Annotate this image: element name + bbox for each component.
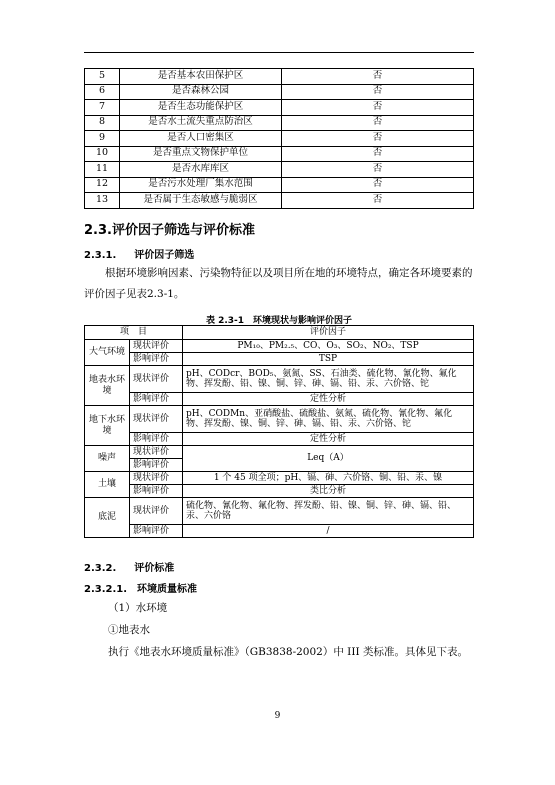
table-row: [85, 525, 474, 538]
section-title: 评价因子筛选: [134, 250, 195, 261]
table-row: [85, 472, 474, 485]
row-item: 是否水库库区: [120, 162, 282, 178]
eval-type: 影响评价: [130, 433, 183, 446]
row-number: 12: [85, 177, 120, 193]
row-number: 10: [85, 146, 120, 162]
row-item: 是否污水处理厂集水范围: [120, 177, 282, 193]
row-result: 否: [282, 146, 474, 162]
factor-value: pH、CODcr、BOD₅、氨氮、SS、石油类、硫化物、氰化物、氟化物、挥发酚、铅、镍、铜、锌、砷、镉、铅、汞、六价铬、铊: [183, 366, 474, 393]
eval-type: 现状评价: [130, 472, 183, 485]
section-title: 评价标准: [134, 563, 175, 574]
status-check-table: [84, 68, 474, 209]
eval-type: 影响评价: [130, 525, 183, 538]
row-result: 否: [282, 162, 474, 178]
table-row: [85, 100, 474, 116]
row-result: 否: [282, 69, 474, 85]
table-header-row: [85, 326, 474, 340]
row-item: 是否人口密集区: [120, 131, 282, 147]
table-row: [85, 406, 474, 433]
factor-value: pH、CODMn、亚硝酸盐、硫酸盐、氨氮、硫化物、氰化物、氟化物、挥发酚、镍、铜、锌、砷、镉、铅、汞、六价铬、铊: [183, 406, 474, 433]
category-air: 大气环境: [85, 340, 130, 366]
header-factor: 评价因子: [183, 326, 474, 340]
row-item: 是否重点文物保护单位: [120, 146, 282, 162]
section-number: 2.3.1.: [84, 250, 117, 261]
row-item: 是否属于生态敏感与脆弱区: [120, 193, 282, 209]
table-row: [85, 433, 474, 446]
category-groundwater: 地下水环境: [85, 406, 130, 446]
eval-type: 影响评价: [130, 485, 183, 498]
table-row: [85, 177, 474, 193]
table-row: [85, 366, 474, 393]
factor-value: Leq（A）: [183, 446, 474, 472]
factor-value: 定性分析: [183, 433, 474, 446]
table-row: [85, 485, 474, 498]
table-caption: 表 2.3-1 环境现状与影响评价因子: [205, 316, 353, 326]
table-row: [85, 84, 474, 100]
row-item: 是否生态功能保护区: [120, 100, 282, 116]
table-row: [85, 498, 474, 525]
water-env-label: （1）水环境: [108, 602, 168, 614]
eval-type: 现状评价: [130, 366, 183, 393]
row-result: 否: [282, 193, 474, 209]
eval-type: 影响评价: [130, 459, 183, 472]
table-row: [85, 353, 474, 366]
row-result: 否: [282, 115, 474, 131]
factor-value: /: [183, 525, 474, 538]
category-surface-water: 地表水环境: [85, 366, 130, 406]
section-heading-2-3-2: [84, 559, 174, 574]
row-number: 6: [85, 84, 120, 100]
table-row: [85, 446, 474, 459]
row-number: 7: [85, 100, 120, 116]
category-sediment: 底泥: [85, 498, 130, 538]
row-number: 13: [85, 193, 120, 209]
row-result: 否: [282, 177, 474, 193]
category-soil: 土壤: [85, 472, 130, 498]
row-result: 否: [282, 100, 474, 116]
table-row: [85, 146, 474, 162]
standard-sentence: 执行《地表水环境质量标准》（GB3838-2002）中 III 类标准。具体见下表。: [108, 646, 468, 658]
factor-value: 硫化物、氰化物、氟化物、挥发酚、铅、镍、铜、锌、砷、镉、铅、汞、六价铬: [183, 498, 474, 525]
row-item: 是否水土流失重点防治区: [120, 115, 282, 131]
section-number: 2.3.2.1.: [84, 584, 128, 595]
evaluation-factor-table: [84, 325, 474, 538]
table-row: [85, 193, 474, 209]
factor-paragraph: 根据环境影响因素、污染物特征以及项目所在地的环境特点，确定各环境要素的评价因子见表2.3-1。: [84, 267, 473, 300]
row-number: 9: [85, 131, 120, 147]
factor-value: 1 个 45 项全项；pH、镉、砷、六价铬、铜、铅、汞、镍: [183, 472, 474, 485]
header-item: 项 目: [85, 326, 183, 340]
section-heading-2-3: 2.3.评价因子筛选与评价标准: [84, 223, 255, 238]
row-result: 否: [282, 84, 474, 100]
section-title: 环境质量标准: [137, 584, 198, 595]
table-row: [85, 131, 474, 147]
eval-type: 影响评价: [130, 393, 183, 406]
factor-value: 定性分析: [183, 393, 474, 406]
eval-type: 现状评价: [130, 498, 183, 525]
eval-type: 现状评价: [130, 446, 183, 459]
factor-value: PM₁₀、PM₂.₅、CO、O₃、SO₂、NO₂、TSP: [183, 340, 474, 353]
row-item: 是否基本农田保护区: [120, 69, 282, 85]
section-number: 2.3.2.: [84, 563, 117, 574]
table-row: [85, 162, 474, 178]
row-result: 否: [282, 131, 474, 147]
section-heading-2-3-1: [84, 246, 194, 261]
eval-type: 现状评价: [130, 406, 183, 433]
table-row: [85, 69, 474, 85]
page-number: 9: [274, 711, 281, 721]
row-item: 是否森林公园: [120, 84, 282, 100]
table-row: [85, 340, 474, 353]
table-row: [85, 115, 474, 131]
row-number: 5: [85, 69, 120, 85]
row-number: 8: [85, 115, 120, 131]
surface-water-label: ①地表水: [108, 624, 150, 636]
section-heading-2-3-2-1: [84, 580, 197, 595]
factor-value: 类比分析: [183, 485, 474, 498]
eval-type: 影响评价: [130, 353, 183, 366]
table-row: [85, 393, 474, 406]
category-noise: 噪声: [85, 446, 130, 472]
row-number: 11: [85, 162, 120, 178]
eval-type: 现状评价: [130, 340, 183, 353]
factor-value: TSP: [183, 353, 474, 366]
header-rule: [84, 52, 474, 53]
